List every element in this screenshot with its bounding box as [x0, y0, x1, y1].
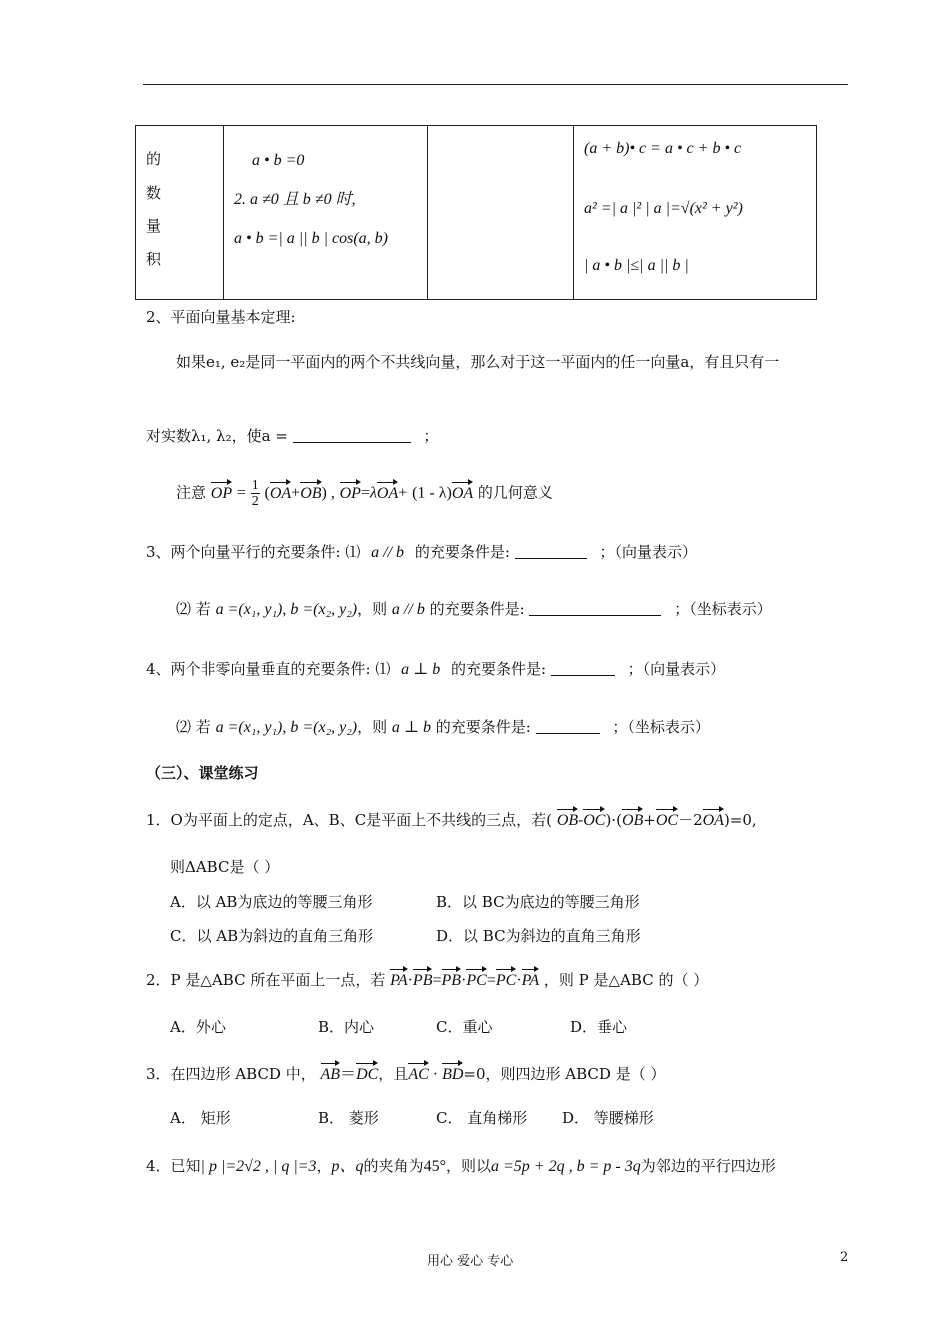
fraction-half: $\frac{1}{2}$ — [251, 478, 259, 509]
q4-comma: ， — [316, 1157, 332, 1175]
section4-line1 — [146, 658, 725, 679]
q1-line2: 则ΔABC是（ ） — [170, 858, 280, 876]
table-cell-empty — [428, 126, 574, 300]
s3-then: ，则 — [357, 600, 388, 618]
vector-oa: OA — [703, 806, 724, 830]
s4-then: ，则 — [357, 718, 388, 736]
q4-angle: 45° — [423, 1158, 446, 1175]
label-char: 数 — [146, 184, 162, 202]
basis-suffix: ； — [423, 427, 439, 445]
q1-option-a[interactable]: A．以 AB为底边的等腰三角形 — [170, 893, 373, 911]
answer-blank[interactable] — [551, 661, 615, 676]
vector-ob: OB — [300, 479, 321, 503]
q3-prefix: 3．在四边形 ABCD 中， — [146, 1065, 316, 1083]
lambda: λ — [369, 484, 377, 502]
vector-bd: BD — [442, 1060, 463, 1084]
parallel-cond: a // b — [371, 544, 405, 561]
s3-prefix: 3、两个向量平行的充要条件: ⑴ — [146, 543, 361, 561]
coord-def-2: a =(x₁, y₁), b =(x₂, y₂) — [215, 719, 358, 736]
s4-l2-suffix: ；（坐标表示） — [612, 718, 710, 736]
answer-blank[interactable] — [529, 601, 661, 616]
q1-prefix: 1．O为平面上的定点，A、B、C是平面上不共线的三点，若( — [146, 811, 553, 829]
basis-prefix: 对实数λ₁, λ₂，使a = — [146, 427, 288, 445]
vector-oc-2: OC — [656, 806, 678, 830]
s3-l2-mid: 的充要条件是: — [429, 600, 525, 618]
q1-suffix: )=0, — [723, 811, 757, 829]
s3-l2-suffix: ；（坐标表示） — [674, 600, 772, 618]
table-cell-properties — [574, 126, 817, 300]
minus: - — [578, 811, 584, 829]
answer-blank[interactable] — [293, 428, 411, 443]
footer-motto: 用心 爱心 专心 — [427, 1254, 514, 1269]
q3-mid: ，且 — [378, 1065, 409, 1083]
s4-suffix: ；（向量表示） — [627, 660, 726, 678]
table-cell-label — [136, 126, 224, 300]
distributive-law: (a + b)• c = a • c + b • c — [584, 140, 742, 157]
vector-ab: AB — [321, 1060, 341, 1084]
section3-line1 — [146, 541, 697, 562]
vector-ob: OB — [557, 806, 578, 830]
vector-pa: PA — [390, 966, 407, 990]
basis-theorem-continuation — [146, 425, 438, 446]
vector-ob-2: OB — [622, 806, 643, 830]
q4-prefix: 4．已知 — [146, 1157, 201, 1175]
label-char: 的 — [146, 150, 162, 168]
dot-product-formula: a • b =| a || b | cos(a, b) — [234, 230, 388, 247]
coord-def: a =(x₁, y₁), b =(x₂, y₂) — [215, 601, 358, 618]
vector-pa-2: PA — [522, 966, 539, 990]
q4-angle-label: 的夹角为 — [363, 1157, 424, 1175]
q4-sides: a =5p + 2q , b = p - 3q — [490, 1158, 641, 1175]
header-rule — [143, 84, 848, 85]
q1-stem — [146, 806, 757, 830]
minus-two: －2 — [678, 811, 703, 829]
q2-option-a[interactable]: A．外心 — [170, 1018, 226, 1036]
table-cell-definition — [224, 126, 428, 300]
q4-magnitudes: | p |=2√2 , | q |=3 — [200, 1158, 317, 1175]
section2-heading: 2、平面向量基本定理: — [146, 308, 296, 326]
vector-op: OP — [211, 479, 232, 503]
plus: + — [643, 811, 656, 829]
cauchy-inequality: | a • b |≤| a || b | — [584, 257, 689, 274]
practice-heading: （三）、课堂练习 — [146, 764, 259, 782]
q3-option-c[interactable]: C． 直角梯形 — [436, 1109, 528, 1127]
q1-option-d[interactable]: D．以 BC为斜边的直角三角形 — [436, 927, 641, 945]
q2-option-d[interactable]: D．垂心 — [570, 1018, 628, 1036]
vector-oa-2: OA — [377, 479, 398, 503]
q3-option-b[interactable]: B． 菱形 — [318, 1109, 379, 1127]
s3-mid: 的充要条件是: — [414, 543, 510, 561]
answer-blank[interactable] — [536, 719, 600, 734]
q2-stem: 2．P 是△ABC 所在平面上一点，若 PA·PB=PB·PC=PC·PA ，则 P 是△ABC 的（ ） — [146, 966, 708, 990]
label-char: 量 — [146, 217, 162, 235]
s3-suffix: ；（向量表示） — [599, 543, 697, 561]
perp-cond: a ⊥ b — [401, 661, 441, 678]
vector-pb-2: PB — [442, 966, 462, 990]
vector-oc: OC — [583, 806, 605, 830]
magnitude-formula: a² =| a |² | a |=√(x² + y²) — [584, 200, 743, 217]
s3-l2-prefix: ⑵ 若 — [176, 600, 211, 618]
q2-prefix: 2．P 是△ABC 所在平面上一点，若 — [146, 971, 386, 989]
vector-ac: AC — [408, 1060, 428, 1084]
vector-op-2: OP — [340, 479, 361, 503]
q3-stem: 3．在四边形 ABCD 中， AB＝DC，且AC · BD=0，则四边形 ABCD 是（ ） — [146, 1060, 665, 1084]
s4-prefix: 4、两个非零向量垂直的充要条件: ⑴ — [146, 660, 391, 678]
note-line: 注意 OP = $\frac{1}{2}$ (OA+OB) , OP=λOA+ (1 - λ)OA 的几何意义 — [176, 478, 553, 509]
perp-cond-2: a ⊥ b — [391, 719, 431, 736]
q3-option-d[interactable]: D． 等腰梯形 — [562, 1109, 654, 1127]
vector-pc-2: PC — [496, 966, 516, 990]
q3-option-a[interactable]: A． 矩形 — [170, 1109, 231, 1127]
page-number: 2 — [840, 1250, 849, 1265]
parallel-cond-2: a // b — [391, 601, 425, 618]
vector-oa-3: OA — [452, 479, 473, 503]
equals-sign: = — [236, 484, 246, 502]
q4-vectors: p、q — [331, 1158, 364, 1175]
q1-option-c[interactable]: C．以 AB为斜边的直角三角形 — [170, 927, 374, 945]
s4-l2-mid: 的充要条件是: — [435, 718, 531, 736]
label-char: 积 — [146, 250, 162, 268]
basis-theorem-text: 如果e₁, e₂是同一平面内的两个不共线向量，那么对于这一平面内的任一向量a，有且只有一 — [176, 353, 780, 371]
q2-option-c[interactable]: C．重心 — [436, 1018, 493, 1036]
note-suffix: 的几何意义 — [477, 483, 553, 502]
section4-line2 — [176, 716, 710, 737]
dot-zero-formula: a • b =0 — [252, 152, 305, 169]
s4-mid: 的充要条件是: — [450, 660, 547, 678]
one-minus-lambda: (1 - λ) — [412, 484, 452, 502]
dot: )·( — [605, 811, 622, 829]
q4-mid: ，则以 — [445, 1157, 491, 1175]
answer-blank[interactable] — [515, 544, 587, 559]
section3-line2 — [176, 598, 772, 619]
vector-oa: OA — [270, 479, 291, 503]
definition-table — [135, 125, 817, 300]
q3-suffix: =0，则四边形 ABCD 是（ ） — [463, 1065, 666, 1083]
q4-stem — [146, 1153, 776, 1176]
s4-l2-prefix: ⑵ 若 — [176, 718, 211, 736]
q1-option-b[interactable]: B．以 BC为底边的等腰三角形 — [436, 893, 640, 911]
q2-option-b[interactable]: B．内心 — [318, 1018, 375, 1036]
q4-suffix: 为邻边的平行四边形 — [640, 1157, 776, 1175]
q2-suffix: ，则 P 是△ABC 的（ ） — [543, 971, 709, 989]
note-label: 注意 — [176, 483, 207, 502]
vector-pb: PB — [413, 966, 433, 990]
vector-pc: PC — [466, 966, 486, 990]
nonzero-condition: 2. a ≠0 且 b ≠0 时, — [234, 191, 356, 208]
vector-dc: DC — [356, 1060, 378, 1084]
